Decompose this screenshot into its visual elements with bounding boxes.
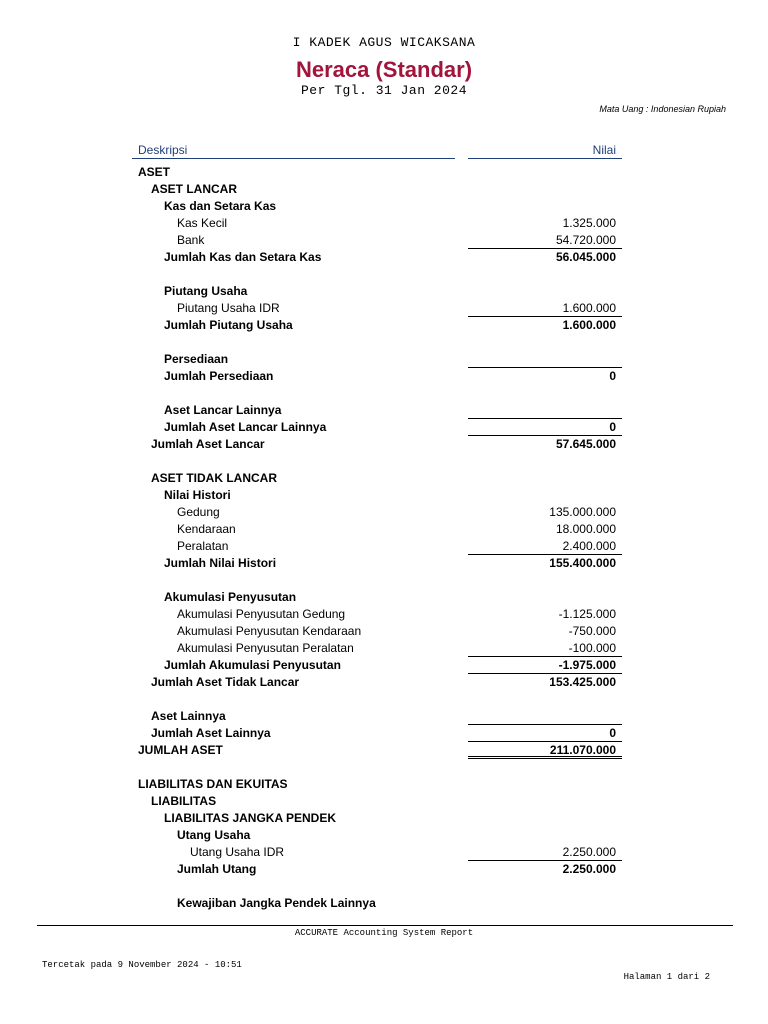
row-label: Jumlah Akumulasi Penyusutan (164, 658, 341, 672)
row-value: -1.125.000 (558, 607, 616, 621)
row-value: 18.000.000 (555, 522, 616, 536)
row-value (468, 895, 622, 912)
row-label: LIABILITAS JANGKA PENDEK (164, 811, 337, 825)
row-value: 135.000.000 (549, 505, 616, 519)
row-label: Jumlah Aset Tidak Lancar (151, 675, 300, 689)
row-value (468, 334, 622, 351)
table-row (0, 487, 768, 504)
row-value (468, 487, 622, 504)
table-row (0, 555, 768, 572)
row-label: Akumulasi Penyusutan Kendaraan (177, 624, 362, 638)
row-value (468, 402, 622, 419)
footer-system-label: ACCURATE Accounting System Report (294, 928, 474, 938)
row-value: -1.975.000 (468, 657, 622, 674)
report-period: Per Tgl. 31 Jan 2024 (300, 83, 468, 98)
table-row (0, 810, 768, 827)
table-spacer-row (0, 385, 768, 402)
row-value: 57.645.000 (555, 437, 616, 451)
header-rule-description (132, 158, 455, 159)
row-label: LIABILITAS (151, 794, 217, 808)
table-spacer-row (0, 878, 768, 895)
row-value: 155.400.000 (549, 556, 616, 570)
table-row (0, 300, 768, 317)
row-label: Akumulasi Penyusutan Gedung (177, 607, 346, 621)
table-row (0, 606, 768, 623)
row-label: Kas dan Setara Kas (164, 199, 277, 213)
row-label: Utang Usaha (177, 828, 251, 842)
table-row (0, 793, 768, 810)
row-label: JUMLAH ASET (138, 743, 223, 757)
table-row (0, 368, 768, 385)
header-rule-value (468, 158, 622, 159)
row-value: -750.000 (568, 624, 616, 638)
row-value: 0 (468, 725, 622, 742)
row-label: Nilai Histori (164, 488, 231, 502)
row-label: Utang Usaha IDR (190, 845, 285, 859)
row-label: Aset Lainnya (151, 709, 226, 723)
table-row (0, 623, 768, 640)
row-label: Piutang Usaha (164, 284, 248, 298)
table-row (0, 402, 768, 419)
table-row (0, 776, 768, 793)
row-label: ASET TIDAK LANCAR (151, 471, 277, 485)
row-label: Jumlah Aset Lancar (151, 437, 265, 451)
table-row (0, 504, 768, 521)
table-row (0, 674, 768, 691)
row-value (468, 385, 622, 402)
row-label: Jumlah Nilai Histori (164, 556, 277, 570)
table-row (0, 198, 768, 215)
row-label: LIABILITAS DAN EKUITAS (138, 777, 288, 791)
row-value (468, 164, 622, 181)
table-row (0, 640, 768, 657)
table-spacer-row (0, 691, 768, 708)
row-label: Kendaraan (177, 522, 236, 536)
table-row (0, 521, 768, 538)
row-label: Jumlah Piutang Usaha (164, 318, 293, 332)
row-value (468, 198, 622, 215)
row-label: Persediaan (164, 352, 229, 366)
row-value (468, 181, 622, 198)
table-row (0, 861, 768, 878)
column-header-value: Nilai (592, 143, 616, 157)
table-row (0, 470, 768, 487)
table-row (0, 283, 768, 300)
row-value: 153.425.000 (549, 675, 616, 689)
row-label: Jumlah Aset Lainnya (151, 726, 271, 740)
row-label: Bank (177, 233, 205, 247)
row-value: 211.070.000 (468, 742, 622, 759)
currency-label: Mata Uang : Indonesian Rupiah (599, 104, 726, 114)
row-value (468, 283, 622, 300)
row-label: Peralatan (177, 539, 229, 553)
table-row (0, 181, 768, 198)
row-value: 2.250.000 (562, 862, 616, 876)
table-row (0, 742, 768, 759)
row-value (468, 793, 622, 810)
table-row (0, 317, 768, 334)
table-row (0, 844, 768, 861)
row-value (468, 691, 622, 708)
column-header-description: Deskripsi (138, 143, 188, 157)
row-label: Piutang Usaha IDR (177, 301, 280, 315)
row-label: Kas Kecil (177, 216, 228, 230)
row-value: 56.045.000 (555, 250, 616, 264)
table-row (0, 436, 768, 453)
footer-page-number: Halaman 1 dari 2 (623, 972, 710, 982)
table-row (0, 215, 768, 232)
row-value (468, 470, 622, 487)
table-spacer-row (0, 572, 768, 589)
row-value: 2.250.000 (468, 844, 622, 861)
row-label: Kewajiban Jangka Pendek Lainnya (177, 896, 376, 910)
row-label: Jumlah Utang (177, 862, 257, 876)
table-row (0, 249, 768, 266)
table-spacer-row (0, 453, 768, 470)
table-row (0, 827, 768, 844)
row-value (468, 827, 622, 844)
footer-rule (37, 925, 733, 926)
row-value (468, 776, 622, 793)
table-row (0, 232, 768, 249)
row-label: Jumlah Aset Lancar Lainnya (164, 420, 327, 434)
row-value (468, 453, 622, 470)
row-value (468, 266, 622, 283)
row-value (468, 810, 622, 827)
row-label: Jumlah Persediaan (164, 369, 274, 383)
table-row (0, 589, 768, 606)
table-row (0, 708, 768, 725)
balance-sheet-table (0, 164, 768, 912)
row-value (468, 759, 622, 776)
row-value (468, 572, 622, 589)
row-label: Jumlah Kas dan Setara Kas (164, 250, 322, 264)
company-name: I KADEK AGUS WICAKSANA (292, 35, 476, 50)
report-title: Neraca (Standar) (295, 57, 473, 82)
table-row (0, 538, 768, 555)
table-spacer-row (0, 759, 768, 776)
row-label: Aset Lancar Lainnya (164, 403, 282, 417)
row-value (468, 351, 622, 368)
table-row (0, 657, 768, 674)
row-value: 1.600.000 (468, 300, 622, 317)
row-value: 54.720.000 (468, 232, 622, 249)
table-row (0, 895, 768, 912)
row-value: 0 (609, 369, 616, 383)
row-label: ASET (138, 165, 171, 179)
footer-printed-date: Tercetak pada 9 November 2024 - 10:51 (42, 960, 242, 970)
row-label: Gedung (177, 505, 220, 519)
row-value: 0 (468, 419, 622, 436)
row-value: -100.000 (468, 640, 622, 657)
table-row (0, 725, 768, 742)
row-label: Akumulasi Penyusutan (164, 590, 297, 604)
row-label: Akumulasi Penyusutan Peralatan (177, 641, 354, 655)
row-value (468, 589, 622, 606)
row-value (468, 708, 622, 725)
table-spacer-row (0, 266, 768, 283)
row-label: ASET LANCAR (151, 182, 237, 196)
table-row (0, 164, 768, 181)
table-row (0, 419, 768, 436)
row-value: 1.600.000 (562, 318, 616, 332)
row-value: 2.400.000 (468, 538, 622, 555)
table-row (0, 351, 768, 368)
row-value (468, 878, 622, 895)
table-spacer-row (0, 334, 768, 351)
row-value: 1.325.000 (562, 216, 616, 230)
